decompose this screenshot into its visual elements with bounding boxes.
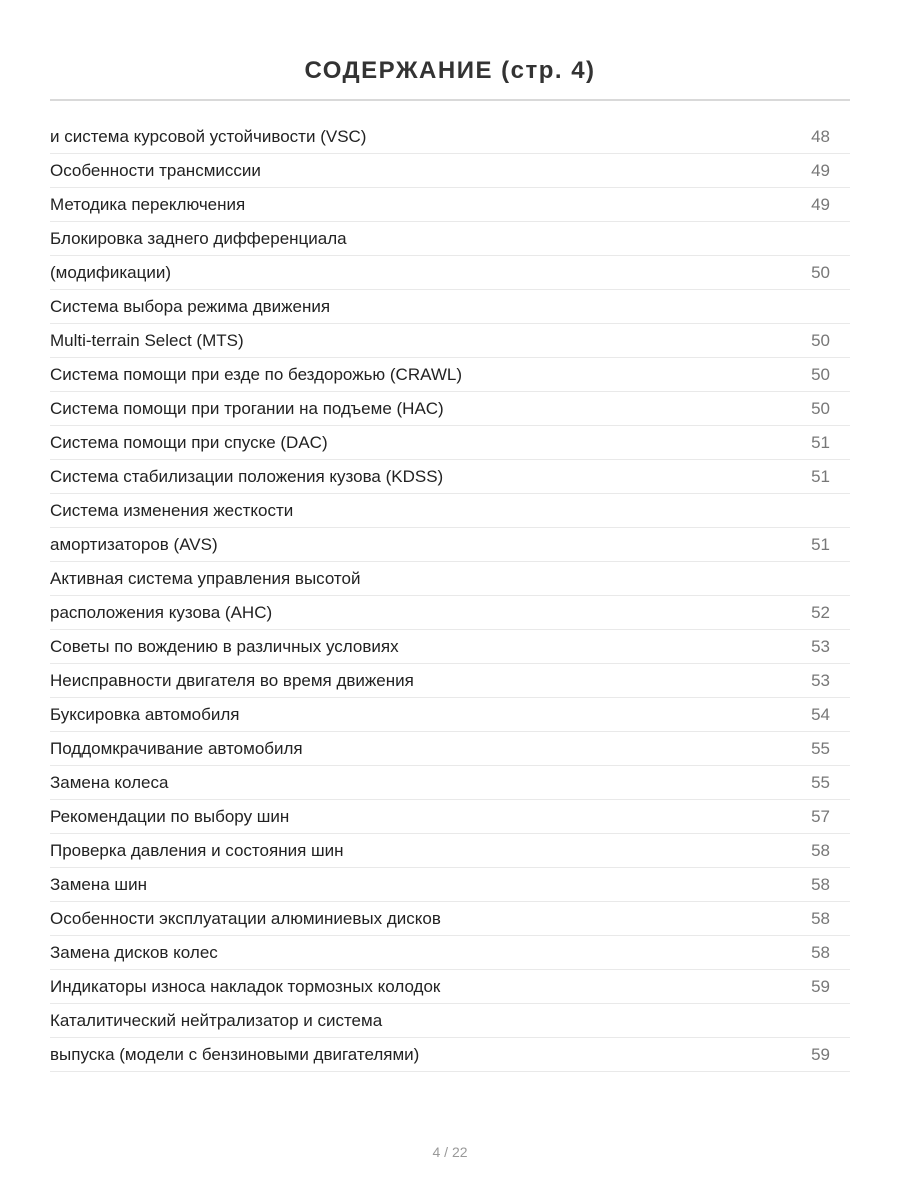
toc-entry-title: расположения кузова (AHC) bbox=[50, 603, 273, 622]
toc-entry-page-number: 51 bbox=[811, 433, 830, 452]
toc-entry-page-number: 59 bbox=[811, 977, 830, 996]
toc-entry bbox=[50, 664, 850, 698]
toc-entry-title: Блокировка заднего дифференциала bbox=[50, 229, 347, 248]
toc-entry bbox=[50, 154, 850, 188]
toc-entry bbox=[50, 324, 850, 358]
toc-entry bbox=[50, 1038, 850, 1072]
toc-entry bbox=[50, 222, 850, 256]
toc-entry-title: Замена шин bbox=[50, 875, 147, 894]
toc-entry-title: Методика переключения bbox=[50, 195, 246, 214]
toc-entry-title: Проверка давления и состояния шин bbox=[50, 841, 344, 860]
toc-entry bbox=[50, 358, 850, 392]
toc-entry-page-number: 53 bbox=[811, 671, 830, 690]
toc-entry bbox=[50, 256, 850, 290]
toc-entry bbox=[50, 834, 850, 868]
page-number: 4 / 22 bbox=[432, 1144, 468, 1160]
toc-entry-title: Система помощи при езде по бездорожью (CRAWL) bbox=[50, 365, 462, 384]
toc-entry bbox=[50, 426, 850, 460]
toc-entry-title: Система стабилизации положения кузова (KDSS) bbox=[50, 467, 444, 486]
toc-entry-page-number: 53 bbox=[811, 637, 830, 656]
toc-entry bbox=[50, 902, 850, 936]
toc-entry-title: амортизаторов (AVS) bbox=[50, 535, 218, 554]
toc-entry-title: (модификации) bbox=[50, 263, 171, 282]
toc-entry bbox=[50, 460, 850, 494]
toc-entry-title: Замена колеса bbox=[50, 773, 169, 792]
toc-entry bbox=[50, 120, 850, 154]
toc-entry bbox=[50, 698, 850, 732]
toc-entry-title: Система выбора режима движения bbox=[50, 297, 331, 316]
toc-entry bbox=[50, 392, 850, 426]
toc-entry bbox=[50, 562, 850, 596]
toc-entry-page-number: 50 bbox=[811, 365, 830, 384]
toc-entry bbox=[50, 494, 850, 528]
toc-entry bbox=[50, 800, 850, 834]
toc-entry-page-number: 58 bbox=[811, 909, 830, 928]
toc-entry-title: Система помощи при трогании на подъеме (HAC) bbox=[50, 399, 444, 418]
toc-entry-page-number: 54 bbox=[811, 705, 830, 724]
toc-list bbox=[50, 120, 850, 1072]
toc-entry-page-number: 57 bbox=[811, 807, 830, 826]
toc-entry-title: Особенности эксплуатации алюминиевых дисков bbox=[50, 909, 441, 928]
toc-entry bbox=[50, 732, 850, 766]
title-divider bbox=[50, 99, 850, 101]
toc-entry-page-number: 49 bbox=[811, 195, 830, 214]
page-title: СОДЕРЖАНИЕ (стр. 4) bbox=[304, 57, 596, 85]
toc-entry-page-number: 50 bbox=[811, 263, 830, 282]
toc-entry-page-number: 51 bbox=[811, 535, 830, 554]
toc-entry-title: Multi-terrain Select (MTS) bbox=[50, 331, 244, 350]
toc-entry bbox=[50, 766, 850, 800]
toc-entry bbox=[50, 188, 850, 222]
toc-entry-title: Рекомендации по выбору шин bbox=[50, 807, 290, 826]
toc-entry-page-number: 50 bbox=[811, 331, 830, 350]
toc-entry-page-number: 50 bbox=[811, 399, 830, 418]
toc-entry bbox=[50, 868, 850, 902]
toc-entry-title: Советы по вождению в различных условиях bbox=[50, 637, 399, 656]
toc-entry bbox=[50, 596, 850, 630]
toc-entry-page-number: 55 bbox=[811, 739, 830, 758]
toc-entry-page-number: 59 bbox=[811, 1045, 830, 1064]
toc-entry-page-number: 51 bbox=[811, 467, 830, 486]
toc-entry-title: Замена дисков колес bbox=[50, 943, 218, 962]
toc-entry-title: Система помощи при спуске (DAC) bbox=[50, 433, 328, 452]
toc-entry bbox=[50, 630, 850, 664]
toc-entry-page-number: 52 bbox=[811, 603, 830, 622]
toc-entry-page-number: 49 bbox=[811, 161, 830, 180]
toc-entry bbox=[50, 290, 850, 324]
toc-entry-title: Система изменения жесткости bbox=[50, 501, 294, 520]
toc-entry-page-number: 58 bbox=[811, 875, 830, 894]
toc-entry-page-number: 58 bbox=[811, 841, 830, 860]
toc-entry-title: Буксировка автомобиля bbox=[50, 705, 240, 724]
toc-entry-title: и система курсовой устойчивости (VSC) bbox=[50, 127, 367, 146]
toc-entry-title: Активная система управления высотой bbox=[50, 569, 361, 588]
toc-entry-page-number: 55 bbox=[811, 773, 830, 792]
toc-entry-title: Каталитический нейтрализатор и система bbox=[50, 1011, 383, 1030]
toc-entry bbox=[50, 1004, 850, 1038]
toc-entry-title: Неисправности двигателя во время движения bbox=[50, 671, 414, 690]
toc-entry-title: выпуска (модели с бензиновыми двигателями) bbox=[50, 1045, 420, 1064]
toc-entry-title: Поддомкрачивание автомобиля bbox=[50, 739, 303, 758]
toc-entry-title: Особенности трансмиссии bbox=[50, 161, 261, 180]
toc-entry-page-number: 48 bbox=[811, 127, 830, 146]
toc-entry bbox=[50, 936, 850, 970]
toc-entry-page-number: 58 bbox=[811, 943, 830, 962]
toc-entry bbox=[50, 528, 850, 562]
toc-entry bbox=[50, 970, 850, 1004]
toc-entry-title: Индикаторы износа накладок тормозных колодок bbox=[50, 977, 441, 996]
